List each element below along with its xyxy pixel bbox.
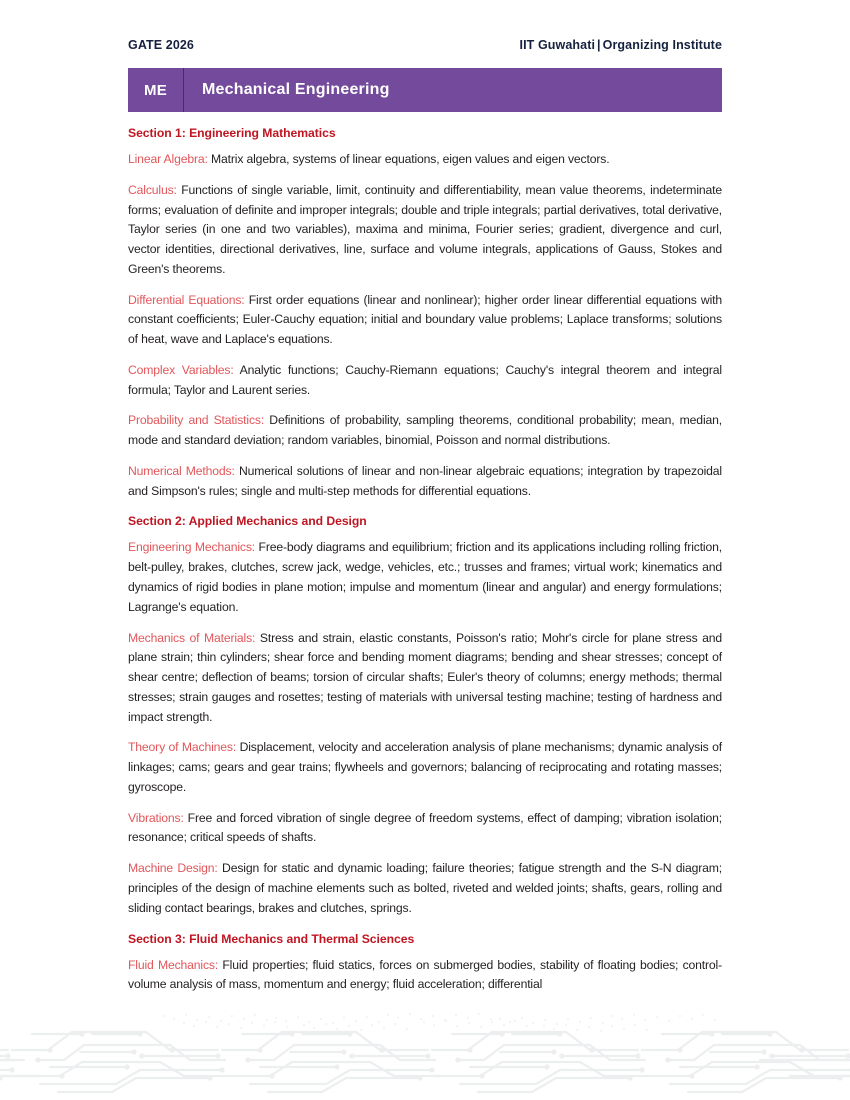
syllabus-content (128, 126, 722, 1006)
document-header (128, 38, 722, 52)
topic-label: Fluid Mechanics: (128, 957, 219, 972)
topic-label: Machine Design: (128, 861, 218, 876)
topic-text: Definitions of probability, sampling theorems, conditional probability; mean, median, mode and standard deviation; random variables, binomial, Poisson and normal distributions. (128, 413, 722, 448)
paper-title-band (128, 68, 722, 112)
topic-paragraph (128, 462, 722, 502)
topic-label: Numerical Methods: (128, 463, 235, 478)
topic-paragraph (128, 361, 722, 401)
topic-text: Displacement, velocity and acceleration analysis of plane mechanisms; dynamic analysis of linkages; cams; gears and gear trains; flywheels and governors; balancing of reciprocating and rotating masses; gyroscope. (128, 740, 722, 794)
topic-label: Differential Equations: (128, 292, 245, 307)
topic-paragraph (128, 291, 722, 350)
topic-label: Engineering Mechanics: (128, 540, 256, 555)
topic-label: Calculus: (128, 182, 177, 197)
section-heading: Section 1: Engineering Mathematics (128, 126, 336, 140)
topic-text: Numerical solutions of linear and non-linear algebraic equations; integration by trapezoidal and Simpson's rules; single and multi-step methods for differential equations. (128, 463, 722, 498)
section-heading: Section 2: Applied Mechanics and Design (128, 514, 367, 529)
topic-paragraph (128, 809, 722, 849)
circuit-pattern-footer (0, 1012, 850, 1100)
topic-paragraph (128, 629, 722, 728)
topic-paragraph (128, 150, 722, 170)
topic-paragraph (128, 956, 722, 996)
topic-paragraph (128, 538, 722, 617)
section-heading: Section 3: Fluid Mechanics and Thermal Sciences (128, 931, 415, 946)
topic-label: Linear Algebra: (128, 152, 208, 166)
topic-paragraph (128, 859, 722, 918)
topic-text: Functions of single variable, limit, continuity and differentiability, mean value theorems, indeterminate forms; evaluation of definite and improper integrals; double and triple integrals; partial derivatives, total derivative, Taylor series (in one and two variables), maxima and minima, Fourier series; gradient, divergence and curl, vector identities, directional derivatives, line, surface and volume integrals, applications of Gauss, Stokes and Green's theorems. (128, 182, 722, 276)
topic-paragraph (128, 181, 722, 280)
topic-paragraph (128, 411, 722, 451)
organizing-institute-label (520, 38, 722, 52)
topic-label: Theory of Machines: (128, 740, 237, 755)
topic-text: Free-body diagrams and equilibrium; friction and its applications including rolling friction, belt-pulley, brakes, clutches, screw jack, wedge, vehicles, etc.; trusses and frames; virtual work; kinematics and dynamics of rigid bodies in plane motion; impulse and momentum (linear and angular) and energy formulations; Lagrange's equation. (128, 540, 722, 614)
gate-year-label: GATE 2026 (128, 38, 194, 52)
topic-label: Vibrations: (128, 810, 184, 825)
topic-label: Mechanics of Materials: (128, 630, 256, 645)
topic-text: Free and forced vibration of single degree of freedom systems, effect of damping; vibration isolation; resonance; critical speeds of shafts. (128, 810, 722, 845)
institute-name: IIT Guwahati (519, 38, 596, 52)
topic-text: Stress and strain, elastic constants, Poisson's ratio; Mohr's circle for plane stress and plane strain; thin cylinders; shear force and bending moment diagrams; bending and shear stresses; concept of shear centre; deflection of beams; torsion of circular shafts; Euler's theory of columns; energy methods; thermal stresses; strain gauges and rosettes; testing of materials with universal testing machine; testing of hardness and impact strength. (128, 630, 722, 724)
topic-text: First order equations (linear and nonlinear); higher order linear differential equations with constant coefficients; Euler-Cauchy equation; initial and boundary value problems; Laplace transforms; solutions of heat, wave and Laplace's equations. (128, 292, 722, 347)
institute-role: Organizing Institute (602, 38, 722, 52)
topic-text: Design for static and dynamic loading; failure theories; fatigue strength and the S-N diagram; principles of the design of machine elements such as bolted, riveted and welded joints; shafts, gears, rolling and sliding contact bearings, brakes and clutches, springs. (128, 861, 723, 915)
header-separator: | (597, 38, 601, 52)
topic-label: Complex Variables: (128, 362, 234, 377)
topic-text: Fluid properties; fluid statics, forces on submerged bodies, stability of floating bodies; control-volume analysis of mass, momentum and energy; fluid acceleration; differential (128, 957, 723, 992)
paper-name: Mechanical Engineering (202, 81, 390, 98)
topic-paragraph (128, 738, 722, 797)
paper-code: ME (128, 68, 184, 112)
topic-text: Analytic functions; Cauchy-Riemann equations; Cauchy's integral theorem and integral formula; Taylor and Laurent series. (128, 362, 722, 397)
topic-label: Probability and Statistics: (128, 413, 265, 428)
topic-text: Matrix algebra, systems of linear equations, eigen values and eigen vectors. (207, 152, 610, 166)
